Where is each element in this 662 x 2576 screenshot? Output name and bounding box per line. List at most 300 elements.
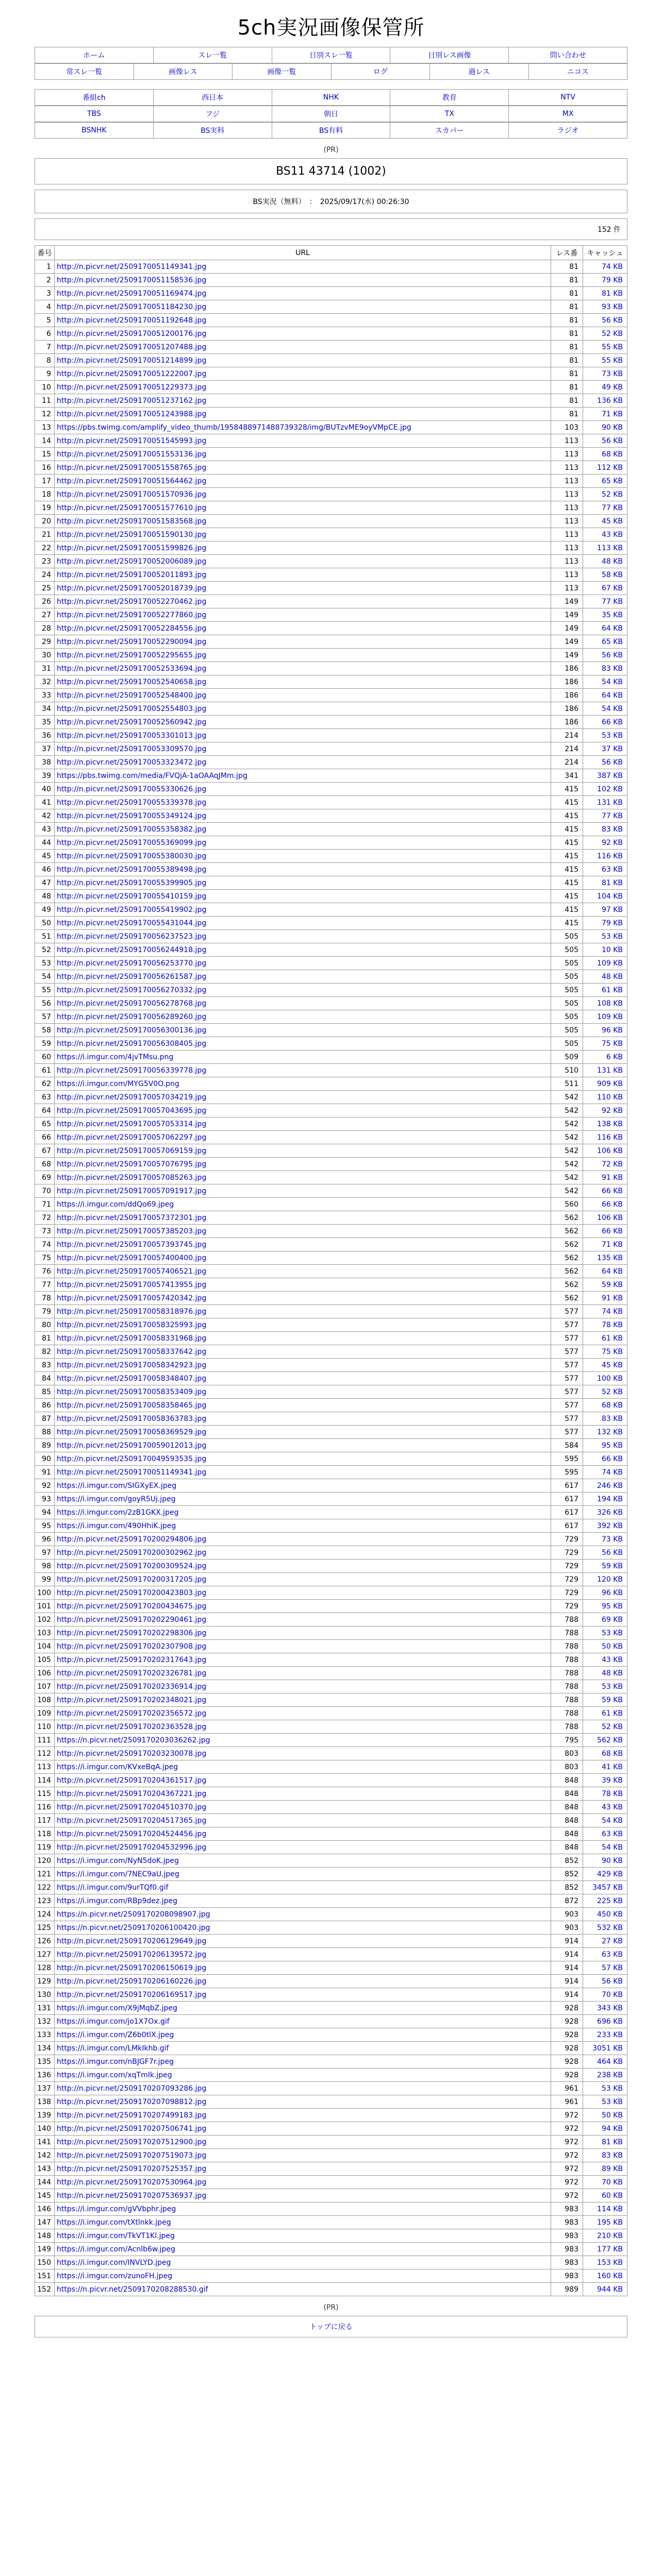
main-nav-link[interactable]: 問い合わせ [550, 52, 586, 60]
channel-nav-link[interactable]: NTV [560, 93, 575, 101]
image-url-link[interactable]: http://n.picvr.net/2509170206150619.jpg [57, 1963, 207, 1972]
image-url-link[interactable]: http://n.picvr.net/2509170207536937.jpg [57, 2191, 207, 2200]
cache-link[interactable]: 54 KB [601, 1843, 623, 1852]
image-url-link[interactable]: http://n.picvr.net/2509170206169517.jpg [57, 1990, 207, 1999]
image-url-link[interactable]: https://i.imgur.com/TkVT1Kl.jpeg [57, 2231, 175, 2240]
image-url-link[interactable]: https://i.imgur.com/gVVbphr.jpeg [57, 2205, 176, 2213]
image-url-link[interactable]: http://n.picvr.net/2509170206129649.jpg [57, 1937, 207, 1945]
cache-link[interactable]: 73 KB [601, 1535, 623, 1544]
image-url-link[interactable]: http://n.picvr.net/2509170057413955.jpg [57, 1280, 207, 1289]
image-url-link[interactable]: http://n.picvr.net/2509170057372301.jpg [57, 1213, 207, 1222]
main-nav-link[interactable]: ニコス [567, 68, 589, 76]
image-url-link[interactable]: http://n.picvr.net/2509170202356572.jpg [57, 1709, 207, 1718]
image-url-link[interactable]: http://n.picvr.net/2509170051169474.jpg [57, 289, 207, 298]
image-url-link[interactable]: http://n.picvr.net/2509170058318976.jpg [57, 1307, 207, 1316]
cache-link[interactable]: 59 KB [601, 1562, 623, 1570]
image-url-link[interactable]: https://i.imgur.com/jo1X7Ox.gif [57, 2017, 170, 2026]
main-nav-link[interactable]: 日別レス画像 [427, 52, 471, 60]
cache-link[interactable]: 69 KB [601, 1615, 623, 1624]
cache-link[interactable]: 194 KB [597, 1495, 623, 1503]
main-nav-link[interactable]: ホーム [83, 52, 105, 60]
image-url-link[interactable]: http://n.picvr.net/2509170056237523.jpg [57, 932, 207, 941]
cache-link[interactable]: 3051 KB [592, 2044, 623, 2053]
image-url-link[interactable]: http://n.picvr.net/2509170051558765.jpg [57, 463, 207, 472]
image-url-link[interactable]: http://n.picvr.net/2509170056339778.jpg [57, 1066, 207, 1075]
image-url-link[interactable]: http://n.picvr.net/2509170202336914.jpg [57, 1682, 207, 1691]
cache-link[interactable]: 52 KB [601, 1387, 623, 1396]
cache-link[interactable]: 83 KB [601, 2151, 623, 2160]
image-url-link[interactable]: http://n.picvr.net/2509170052284556.jpg [57, 624, 207, 633]
image-url-link[interactable]: https://i.imgur.com/Acnlb6w.jpeg [57, 2245, 175, 2253]
image-url-link[interactable]: https://i.imgur.com/ddQo69.jpeg [57, 1200, 174, 1209]
cache-link[interactable]: 43 KB [601, 530, 623, 539]
image-url-link[interactable]: https://i.imgur.com/nBJGF7r.jpeg [57, 2057, 174, 2066]
image-url-link[interactable]: http://n.picvr.net/2509170055380030.jpg [57, 852, 207, 860]
cache-link[interactable]: 64 KB [601, 1267, 623, 1276]
image-url-link[interactable]: http://n.picvr.net/2509170051184230.jpg [57, 302, 207, 311]
cache-link[interactable]: 10 KB [601, 945, 623, 954]
cache-link[interactable]: 56 KB [601, 316, 623, 325]
cache-link[interactable]: 55 KB [601, 356, 623, 365]
cache-link[interactable]: 135 KB [597, 1253, 623, 1262]
cache-link[interactable]: 56 KB [601, 436, 623, 445]
image-url-link[interactable]: https://n.picvr.net/2509170208098907.jpg [57, 1910, 210, 1919]
image-url-link[interactable]: http://n.picvr.net/2509170056270332.jpg [57, 986, 207, 994]
cache-link[interactable]: 45 KB [601, 517, 623, 526]
cache-link[interactable]: 37 KB [601, 744, 623, 753]
channel-nav-link[interactable]: ラジオ [557, 127, 579, 135]
cache-link[interactable]: 92 KB [601, 838, 623, 847]
cache-link[interactable]: 71 KB [601, 1240, 623, 1249]
cache-link[interactable]: 464 KB [597, 2057, 623, 2066]
cache-link[interactable]: 53 KB [601, 2084, 623, 2093]
cache-link[interactable]: 66 KB [601, 1454, 623, 1463]
cache-link[interactable]: 78 KB [601, 1320, 623, 1329]
image-url-link[interactable]: http://n.picvr.net/2509170056289260.jpg [57, 1012, 207, 1021]
image-url-link[interactable]: http://n.picvr.net/2509170052277860.jpg [57, 611, 207, 619]
cache-link[interactable]: 53 KB [601, 1682, 623, 1691]
image-url-link[interactable]: http://n.picvr.net/2509170055358382.jpg [57, 825, 207, 834]
cache-link[interactable]: 48 KB [601, 557, 623, 566]
cache-link[interactable]: 138 KB [597, 1120, 623, 1128]
cache-link[interactable]: 67 KB [601, 584, 623, 592]
cache-link[interactable]: 61 KB [601, 1709, 623, 1718]
cache-link[interactable]: 66 KB [601, 1187, 623, 1195]
image-url-link[interactable]: http://n.picvr.net/2509170057062297.jpg [57, 1133, 207, 1142]
image-url-link[interactable]: http://n.picvr.net/2509170058358465.jpg [57, 1401, 207, 1410]
image-url-link[interactable]: http://n.picvr.net/2509170052290094.jpg [57, 637, 207, 646]
cache-link[interactable]: 450 KB [597, 1910, 623, 1919]
cache-link[interactable]: 65 KB [601, 637, 623, 646]
channel-nav-link[interactable]: スカパー [435, 127, 464, 135]
cache-link[interactable]: 110 KB [597, 1093, 623, 1101]
image-url-link[interactable]: http://n.picvr.net/2509170056253770.jpg [57, 959, 207, 968]
cache-link[interactable]: 74 KB [601, 1307, 623, 1316]
image-url-link[interactable]: https://n.picvr.net/2509170208288530.gif [57, 2285, 208, 2294]
cache-link[interactable]: 74 KB [601, 1468, 623, 1477]
cache-link[interactable]: 54 KB [601, 677, 623, 686]
image-url-link[interactable]: http://n.picvr.net/2509170200309524.jpg [57, 1562, 207, 1570]
cache-link[interactable]: 61 KB [601, 1334, 623, 1343]
image-url-link[interactable]: http://n.picvr.net/2509170051200176.jpg [57, 329, 207, 338]
image-url-link[interactable]: http://n.picvr.net/2509170202317643.jpg [57, 1655, 207, 1664]
cache-link[interactable]: 53 KB [601, 731, 623, 740]
cache-link[interactable]: 83 KB [601, 825, 623, 834]
image-url-link[interactable]: http://n.picvr.net/2509170051243988.jpg [57, 410, 207, 418]
image-url-link[interactable]: http://n.picvr.net/2509170051222007.jpg [57, 369, 207, 378]
image-url-link[interactable]: http://n.picvr.net/2509170204524456.jpg [57, 1829, 207, 1838]
cache-link[interactable]: 326 KB [597, 1508, 623, 1517]
image-url-link[interactable]: http://n.picvr.net/2509170200302962.jpg [57, 1548, 207, 1557]
image-url-link[interactable]: http://n.picvr.net/2509170207098812.jpg [57, 2097, 207, 2106]
image-url-link[interactable]: http://n.picvr.net/2509170056308405.jpg [57, 1039, 207, 1048]
image-url-link[interactable]: http://n.picvr.net/2509170049593535.jpg [57, 1454, 207, 1463]
cache-link[interactable]: 89 KB [601, 2164, 623, 2173]
cache-link[interactable]: 48 KB [601, 972, 623, 981]
image-url-link[interactable]: http://n.picvr.net/2509170206139572.jpg [57, 1950, 207, 1959]
image-url-link[interactable]: http://n.picvr.net/2509170056244918.jpg [57, 945, 207, 954]
cache-link[interactable]: 53 KB [601, 1629, 623, 1637]
cache-link[interactable]: 73 KB [601, 369, 623, 378]
image-url-link[interactable]: http://n.picvr.net/2509170055431044.jpg [57, 919, 207, 927]
cache-link[interactable]: 56 KB [601, 758, 623, 767]
cache-link[interactable]: 94 KB [601, 2124, 623, 2133]
cache-link[interactable]: 238 KB [597, 2071, 623, 2079]
main-nav-link[interactable]: 画像一覧 [267, 68, 296, 76]
cache-link[interactable]: 56 KB [601, 651, 623, 659]
cache-link[interactable]: 49 KB [601, 383, 623, 392]
image-url-link[interactable]: http://n.picvr.net/2509170058337642.jpg [57, 1347, 207, 1356]
cache-link[interactable]: 160 KB [597, 2272, 623, 2280]
image-url-link[interactable]: https://i.imgur.com/NyN5doK.jpeg [57, 1856, 179, 1865]
image-url-link[interactable]: http://n.picvr.net/2509170057076795.jpg [57, 1160, 207, 1168]
image-url-link[interactable]: http://n.picvr.net/2509170204367221.jpg [57, 1789, 207, 1798]
cache-link[interactable]: 70 KB [601, 1990, 623, 1999]
image-url-link[interactable]: http://n.picvr.net/2509170202326781.jpg [57, 1669, 207, 1677]
image-url-link[interactable]: http://n.picvr.net/2509170207093286.jpg [57, 2084, 207, 2093]
cache-link[interactable]: 429 KB [597, 1870, 623, 1878]
image-url-link[interactable]: http://n.picvr.net/2509170051149341.jpg [57, 262, 207, 271]
image-url-link[interactable]: http://n.picvr.net/2509170051564462.jpg [57, 477, 207, 485]
cache-link[interactable]: 59 KB [601, 1280, 623, 1289]
cache-link[interactable]: 54 KB [601, 704, 623, 713]
cache-link[interactable]: 113 KB [597, 544, 623, 552]
image-url-link[interactable]: https://i.imgur.com/KVxeBqA.jpeg [57, 1762, 178, 1771]
image-url-link[interactable]: http://n.picvr.net/2509170051158536.jpg [57, 276, 207, 284]
cache-link[interactable]: 153 KB [597, 2258, 623, 2267]
cache-link[interactable]: 233 KB [597, 2030, 623, 2039]
image-url-link[interactable]: http://n.picvr.net/2509170057034219.jpg [57, 1093, 207, 1101]
image-url-link[interactable]: http://n.picvr.net/2509170055389498.jpg [57, 865, 207, 874]
cache-link[interactable]: 64 KB [601, 691, 623, 700]
cache-link[interactable]: 61 KB [601, 986, 623, 994]
cache-link[interactable]: 83 KB [601, 1414, 623, 1423]
channel-nav-link[interactable]: BS実科 [201, 127, 225, 135]
cache-link[interactable]: 387 KB [597, 771, 623, 780]
image-url-link[interactable]: http://n.picvr.net/2509170207525357.jpg [57, 2164, 207, 2173]
image-url-link[interactable]: http://n.picvr.net/2509170057393745.jpg [57, 1240, 207, 1249]
image-url-link[interactable]: http://n.picvr.net/2509170056300136.jpg [57, 1026, 207, 1035]
cache-link[interactable]: 210 KB [597, 2231, 623, 2240]
image-url-link[interactable]: https://i.imgur.com/goyR5Uj.jpeg [57, 1495, 176, 1503]
channel-nav-link[interactable]: 教育 [442, 94, 457, 102]
cache-link[interactable]: 696 KB [597, 2017, 623, 2026]
image-url-link[interactable]: http://n.picvr.net/2509170202298306.jpg [57, 1629, 207, 1637]
image-url-link[interactable]: http://n.picvr.net/2509170051570936.jpg [57, 490, 207, 499]
image-url-link[interactable]: http://n.picvr.net/2509170051545993.jpg [57, 436, 207, 445]
image-url-link[interactable]: http://n.picvr.net/2509170052554803.jpg [57, 704, 207, 713]
image-url-link[interactable]: http://n.picvr.net/2509170052540658.jpg [57, 677, 207, 686]
image-url-link[interactable]: http://n.picvr.net/2509170058348407.jpg [57, 1374, 207, 1383]
image-url-link[interactable]: http://n.picvr.net/2509170051237162.jpg [57, 396, 207, 405]
channel-nav-link[interactable]: フジ [205, 110, 220, 118]
image-url-link[interactable]: http://n.picvr.net/2509170055349124.jpg [57, 811, 207, 820]
image-url-link[interactable]: http://n.picvr.net/2509170057406521.jpg [57, 1267, 207, 1276]
cache-link[interactable]: 109 KB [597, 1012, 623, 1021]
image-url-link[interactable]: http://n.picvr.net/2509170207530964.jpg [57, 2178, 207, 2187]
image-url-link[interactable]: https://n.picvr.net/2509170203036262.jpg [57, 1736, 210, 1744]
image-url-link[interactable]: http://n.picvr.net/2509170207512900.jpg [57, 2138, 207, 2146]
cache-link[interactable]: 92 KB [601, 1106, 623, 1115]
image-url-link[interactable]: http://n.picvr.net/2509170207499183.jpg [57, 2111, 207, 2120]
image-url-link[interactable]: http://n.picvr.net/2509170202363528.jpg [57, 1722, 207, 1731]
cache-link[interactable]: 95 KB [601, 1441, 623, 1450]
cache-link[interactable]: 3457 KB [592, 1883, 623, 1892]
image-url-link[interactable]: http://n.picvr.net/2509170051149341.jpg [57, 1468, 207, 1477]
image-url-link[interactable]: http://n.picvr.net/2509170202290461.jpg [57, 1615, 207, 1624]
channel-nav-link[interactable]: MX [562, 110, 574, 118]
cache-link[interactable]: 63 KB [601, 1950, 623, 1959]
cache-link[interactable]: 35 KB [601, 611, 623, 619]
cache-link[interactable]: 909 KB [597, 1079, 623, 1088]
image-url-link[interactable]: https://i.imgur.com/RBp9dez.jpeg [57, 1896, 178, 1905]
cache-link[interactable]: 944 KB [597, 2285, 623, 2294]
image-url-link[interactable]: http://n.picvr.net/2509170204361517.jpg [57, 1776, 207, 1785]
cache-link[interactable]: 43 KB [601, 1655, 623, 1664]
image-url-link[interactable]: http://n.picvr.net/2509170207506741.jpg [57, 2124, 207, 2133]
image-url-link[interactable]: http://n.picvr.net/2509170204510370.jpg [57, 1803, 207, 1811]
image-url-link[interactable]: http://n.picvr.net/2509170052533694.jpg [57, 664, 207, 673]
image-url-link[interactable]: http://n.picvr.net/2509170059012013.jpg [57, 1441, 207, 1450]
image-url-link[interactable]: http://n.picvr.net/2509170055369099.jpg [57, 838, 207, 847]
cache-link[interactable]: 68 KB [601, 1749, 623, 1758]
cache-link[interactable]: 75 KB [601, 1347, 623, 1356]
cache-link[interactable]: 136 KB [597, 396, 623, 405]
image-url-link[interactable]: http://n.picvr.net/2509170051583568.jpg [57, 517, 207, 526]
cache-link[interactable]: 41 KB [601, 1762, 623, 1771]
cache-link[interactable]: 50 KB [601, 1642, 623, 1651]
cache-link[interactable]: 63 KB [601, 865, 623, 874]
cache-link[interactable]: 97 KB [601, 905, 623, 914]
image-url-link[interactable]: http://n.picvr.net/2509170202348021.jpg [57, 1696, 207, 1704]
cache-link[interactable]: 66 KB [601, 718, 623, 726]
cache-link[interactable]: 95 KB [601, 1602, 623, 1611]
cache-link[interactable]: 131 KB [597, 1066, 623, 1075]
cache-link[interactable]: 77 KB [601, 503, 623, 512]
image-url-link[interactable]: http://n.picvr.net/2509170051214899.jpg [57, 356, 207, 365]
cache-link[interactable]: 54 KB [601, 1816, 623, 1825]
image-url-link[interactable]: http://n.picvr.net/2509170207519073.jpg [57, 2151, 207, 2160]
cache-link[interactable]: 58 KB [601, 570, 623, 579]
cache-link[interactable]: 93 KB [601, 302, 623, 311]
image-url-link[interactable]: http://n.picvr.net/2509170200294806.jpg [57, 1535, 207, 1544]
cache-link[interactable]: 55 KB [601, 343, 623, 351]
channel-nav-link[interactable]: 朝日 [323, 110, 338, 118]
image-url-link[interactable]: http://n.picvr.net/2509170202307908.jpg [57, 1642, 207, 1651]
image-url-link[interactable]: http://n.picvr.net/2509170200317205.jpg [57, 1575, 207, 1584]
image-url-link[interactable]: http://n.picvr.net/2509170204517365.jpg [57, 1816, 207, 1825]
channel-nav-link[interactable]: 西日本 [202, 94, 224, 102]
cache-link[interactable]: 65 KB [601, 477, 623, 485]
image-url-link[interactable]: http://n.picvr.net/2509170052270462.jpg [57, 597, 207, 606]
image-url-link[interactable]: http://n.picvr.net/2509170053309570.jpg [57, 744, 207, 753]
cache-link[interactable]: 120 KB [597, 1575, 623, 1584]
image-url-link[interactable]: http://n.picvr.net/2509170051599826.jpg [57, 544, 207, 552]
site-title[interactable]: 5ch実況画像保管所 [237, 16, 425, 40]
cache-link[interactable]: 83 KB [601, 664, 623, 673]
image-url-link[interactable]: http://n.picvr.net/2509170057420342.jpg [57, 1294, 207, 1302]
cache-link[interactable]: 66 KB [601, 1227, 623, 1235]
main-nav-link[interactable]: スレ一覧 [198, 52, 227, 60]
image-url-link[interactable]: http://n.picvr.net/2509170055399905.jpg [57, 878, 207, 887]
channel-nav-link[interactable]: 番組ch [82, 94, 106, 102]
main-nav-link[interactable]: 日別スレ一覧 [309, 52, 353, 60]
image-url-link[interactable]: http://n.picvr.net/2509170052018739.jpg [57, 584, 207, 592]
image-url-link[interactable]: https://i.imgur.com/zunoFH.jpeg [57, 2272, 173, 2280]
channel-nav-link[interactable]: TX [444, 110, 454, 118]
cache-link[interactable]: 53 KB [601, 932, 623, 941]
channel-nav-link[interactable]: BSNHK [81, 126, 107, 134]
image-url-link[interactable]: https://i.imgur.com/Z6b0tlX.jpeg [57, 2030, 174, 2039]
image-url-link[interactable]: https://i.imgur.com/X9jMqbZ.jpeg [57, 2004, 177, 2012]
image-url-link[interactable]: http://n.picvr.net/2509170057091917.jpg [57, 1187, 207, 1195]
image-url-link[interactable]: https://i.imgur.com/MYG5V0O.png [57, 1079, 179, 1088]
cache-link[interactable]: 90 KB [601, 1856, 623, 1865]
image-url-link[interactable]: https://i.imgur.com/SIGXyEX.jpeg [57, 1481, 177, 1490]
channel-nav-link[interactable]: BS有料 [319, 127, 343, 135]
cache-link[interactable]: 64 KB [601, 624, 623, 633]
image-url-link[interactable]: http://n.picvr.net/2509170053301013.jpg [57, 731, 207, 740]
cache-link[interactable]: 562 KB [597, 1736, 623, 1744]
cache-link[interactable]: 6 KB [606, 1053, 623, 1061]
cache-link[interactable]: 52 KB [601, 490, 623, 499]
cache-link[interactable]: 45 KB [601, 1361, 623, 1369]
image-url-link[interactable]: http://n.picvr.net/2509170051553136.jpg [57, 450, 207, 459]
cache-link[interactable]: 131 KB [597, 798, 623, 807]
cache-link[interactable]: 72 KB [601, 1160, 623, 1168]
cache-link[interactable]: 68 KB [601, 1401, 623, 1410]
cache-link[interactable]: 43 KB [601, 1803, 623, 1811]
image-url-link[interactable]: http://n.picvr.net/2509170056261587.jpg [57, 972, 207, 981]
channel-nav-link[interactable]: NHK [323, 93, 339, 101]
cache-link[interactable]: 68 KB [601, 450, 623, 459]
cache-link[interactable]: 246 KB [597, 1481, 623, 1490]
cache-link[interactable]: 108 KB [597, 999, 623, 1008]
image-url-link[interactable]: https://n.picvr.net/2509170206100420.jpg [57, 1923, 210, 1932]
image-url-link[interactable]: https://pbs.twimg.com/media/FVQjA-1aOAAqJMm.jpg [57, 771, 247, 780]
cache-link[interactable]: 57 KB [601, 1963, 623, 1972]
cache-link[interactable]: 59 KB [601, 1696, 623, 1704]
image-url-link[interactable]: http://n.picvr.net/2509170052011893.jpg [57, 570, 207, 579]
cache-link[interactable]: 177 KB [597, 2245, 623, 2253]
image-url-link[interactable]: http://n.picvr.net/2509170053323472.jpg [57, 758, 207, 767]
cache-link[interactable]: 195 KB [597, 2218, 623, 2227]
cache-link[interactable]: 116 KB [597, 852, 623, 860]
cache-link[interactable]: 104 KB [597, 892, 623, 901]
image-url-link[interactable]: http://n.picvr.net/2509170052295655.jpg [57, 651, 207, 659]
main-nav-link[interactable]: 過レス [468, 68, 490, 76]
back-to-top-link[interactable]: トップに戻る [309, 2323, 353, 2331]
image-url-link[interactable]: https://i.imgur.com/INVLYD.jpeg [57, 2258, 171, 2267]
cache-link[interactable]: 102 KB [597, 785, 623, 793]
image-url-link[interactable]: http://n.picvr.net/2509170051192648.jpg [57, 316, 207, 325]
cache-link[interactable]: 106 KB [597, 1213, 623, 1222]
image-url-link[interactable]: http://n.picvr.net/2509170052548400.jpg [57, 691, 207, 700]
cache-link[interactable]: 532 KB [597, 1923, 623, 1932]
cache-link[interactable]: 96 KB [601, 1026, 623, 1035]
cache-link[interactable]: 91 KB [601, 1294, 623, 1302]
cache-link[interactable]: 91 KB [601, 1173, 623, 1182]
image-url-link[interactable]: http://n.picvr.net/2509170055410159.jpg [57, 892, 207, 901]
image-url-link[interactable]: http://n.picvr.net/2509170056278768.jpg [57, 999, 207, 1008]
cache-link[interactable]: 77 KB [601, 597, 623, 606]
image-url-link[interactable]: http://n.picvr.net/2509170200434675.jpg [57, 1602, 207, 1611]
cache-link[interactable]: 74 KB [601, 262, 623, 271]
image-url-link[interactable]: https://i.imgur.com/7NEC9aU.jpeg [57, 1870, 179, 1878]
main-nav-link[interactable]: 画像レス [168, 68, 197, 76]
cache-link[interactable]: 56 KB [601, 1977, 623, 1986]
image-url-link[interactable]: http://n.picvr.net/2509170057069159.jpg [57, 1146, 207, 1155]
image-url-link[interactable]: http://n.picvr.net/2509170051229373.jpg [57, 383, 207, 392]
image-url-link[interactable]: https://i.imgur.com/9urTQf0.gif [57, 1883, 169, 1892]
image-url-link[interactable]: http://n.picvr.net/2509170051577610.jpg [57, 503, 207, 512]
cache-link[interactable]: 71 KB [601, 410, 623, 418]
image-url-link[interactable]: http://n.picvr.net/2509170057085263.jpg [57, 1173, 207, 1182]
cache-link[interactable]: 109 KB [597, 959, 623, 968]
image-url-link[interactable]: http://n.picvr.net/2509170200423803.jpg [57, 1588, 207, 1597]
cache-link[interactable]: 75 KB [601, 1039, 623, 1048]
cache-link[interactable]: 78 KB [601, 1789, 623, 1798]
image-url-link[interactable]: http://n.picvr.net/2509170051207488.jpg [57, 343, 207, 351]
image-url-link[interactable]: http://n.picvr.net/2509170057053314.jpg [57, 1120, 207, 1128]
image-url-link[interactable]: http://n.picvr.net/2509170052006089.jpg [57, 557, 207, 566]
image-url-link[interactable]: http://n.picvr.net/2509170055419902.jpg [57, 905, 207, 914]
image-url-link[interactable]: http://n.picvr.net/2509170051590130.jpg [57, 530, 207, 539]
cache-link[interactable]: 343 KB [597, 2004, 623, 2012]
image-url-link[interactable]: http://n.picvr.net/2509170058325993.jpg [57, 1320, 207, 1329]
cache-link[interactable]: 96 KB [601, 1588, 623, 1597]
image-url-link[interactable]: https://i.imgur.com/xqTmIk.jpeg [57, 2071, 172, 2079]
image-url-link[interactable]: http://n.picvr.net/2509170057385203.jpg [57, 1227, 207, 1235]
image-url-link[interactable]: http://n.picvr.net/2509170052560942.jpg [57, 718, 207, 726]
image-url-link[interactable]: https://i.imgur.com/LMkIkhb.gif [57, 2044, 169, 2053]
cache-link[interactable]: 81 KB [601, 878, 623, 887]
channel-nav-link[interactable]: TBS [87, 110, 101, 118]
cache-link[interactable]: 48 KB [601, 1669, 623, 1677]
cache-link[interactable]: 132 KB [597, 1428, 623, 1436]
cache-link[interactable]: 70 KB [601, 2178, 623, 2187]
image-url-link[interactable]: http://n.picvr.net/2509170058353409.jpg [57, 1387, 207, 1396]
cache-link[interactable]: 116 KB [597, 1133, 623, 1142]
image-url-link[interactable]: http://n.picvr.net/2509170055339378.jpg [57, 798, 207, 807]
image-url-link[interactable]: https://pbs.twimg.com/amplify_video_thumb/1958488971488739328/img/BUTzvME9oyVMpCE.jpg [57, 423, 411, 432]
cache-link[interactable]: 77 KB [601, 811, 623, 820]
image-url-link[interactable]: https://i.imgur.com/4jvTMsu.png [57, 1053, 174, 1061]
cache-link[interactable]: 100 KB [597, 1374, 623, 1383]
cache-link[interactable]: 114 KB [597, 2205, 623, 2213]
main-nav-link[interactable]: ログ [373, 68, 388, 76]
cache-link[interactable]: 39 KB [601, 1776, 623, 1785]
